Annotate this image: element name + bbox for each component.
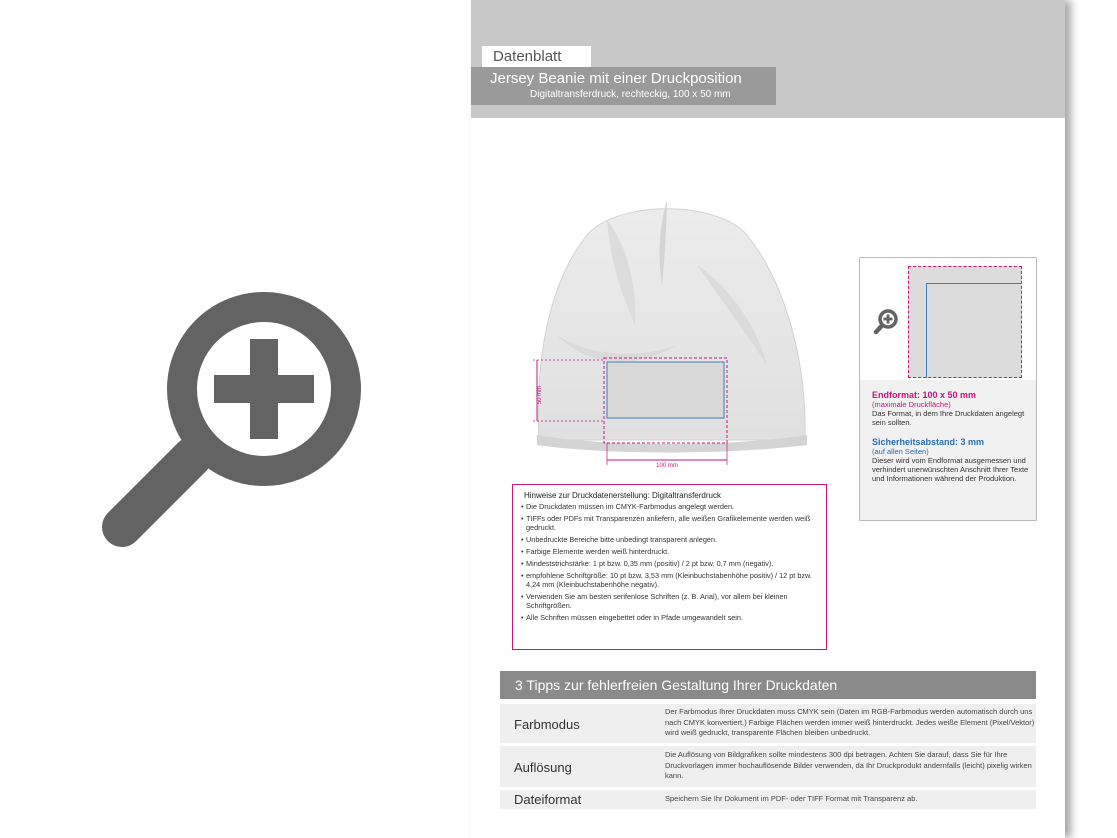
tip-row-dateiformat (500, 790, 1036, 809)
print-hints-box (512, 484, 827, 650)
spec-preview (860, 258, 1036, 380)
hint-item: • empfohlene Schriftgröße: 10 pt bzw. 3,53 mm (Kleinbuchstabenhöhe positiv) / 12 pt bzw. 4,24 mm (Kleinbuchstabenhöhe negativ). (521, 572, 818, 590)
zoom-in-icon[interactable] (100, 292, 362, 552)
height-dimension: 50 mm (537, 385, 543, 405)
product-subtitle: Digitaltransferdruck, rechteckig, 100 x 50 mm (530, 89, 731, 100)
safety-title: Sicherheitsabstand: 3 mm (872, 437, 985, 447)
tip-row-aufloesung (500, 746, 1036, 787)
tip-row-farbmodus (500, 704, 1036, 743)
safety-subtitle: (auf allen Seiten) (872, 447, 929, 456)
tip-description: Die Auflösung von Bildgrafiken sollte mindestens 300 dpi betragen. Achten Sie darauf, dass Sie für Ihre Druckvorlagen immer hochauflösende Bilder verwenden, da Ihr Druckprodukt andernfalls (leicht) pixelig wirken kann. (665, 750, 1032, 780)
tip-label: Auflösung (514, 760, 572, 775)
spec-panel (859, 257, 1037, 521)
datasheet-page (471, 0, 1065, 838)
datasheet-label: Datenblatt (482, 46, 591, 67)
beanie-illustration (517, 195, 817, 475)
hint-item: • Mindeststrichstärke: 1 pt bzw. 0,35 mm (positiv) / 2 pt bzw. 0,7 mm (negativ). (521, 560, 818, 569)
hints-title: Hinweise zur Druckdatenerstellung: Digitaltransferdruck (524, 491, 721, 500)
tip-label: Farbmodus (514, 717, 580, 732)
hint-item: • Alle Schriften müssen eingebettet oder in Pfade umgewandelt sein. (521, 614, 818, 623)
hint-item: • Verwenden Sie am besten serifenlose Schriften (z. B. Arial), vor allem bei kleinen Schriftgrößen. (521, 593, 818, 611)
endformat-description: Das Format, in dem Ihre Druckdaten angelegt sein sollten. (872, 409, 1025, 427)
zoom-in-icon[interactable] (872, 308, 900, 336)
safety-margin-preview (926, 283, 1022, 378)
tip-description: Der Farbmodus Ihrer Druckdaten muss CMYK sein (Daten im RGB-Farbmodus werden automatisch durch uns nach CMYK konvertiert.) Farbige Flächen werden immer weiß hinterdruckt. Jedes weiße Element (Pixel/Vektor) wird weiß gedruckt, transparente Flächen bleiben unbedruckt. (665, 707, 1035, 737)
safety-description: Dieser wird vom Endformat ausgemessen und verhindert unerwünschten Anschnitt Ihrer Texte und Informationen während der Produktion. (872, 456, 1029, 483)
width-dimension: 100 mm (656, 463, 678, 469)
hint-item: • TIFFs oder PDFs mit Transparenzen anliefern, alle weißen Grafikelemente werden weiß gedruckt. (521, 515, 818, 533)
title-bar (471, 67, 776, 105)
product-title: Jersey Beanie mit einer Druckposition (490, 70, 742, 87)
endformat-title: Endformat: 100 x 50 mm (872, 390, 977, 400)
endformat-subtitle: (maximale Druckfläche) (872, 400, 951, 409)
hint-item: • Die Druckdaten müssen im CMYK-Farbmodus angelegt werden. (521, 503, 818, 512)
tips-header: 3 Tipps zur fehlerfreien Gestaltung Ihrer Druckdaten (500, 671, 1036, 699)
hint-item: • Unbedruckte Bereiche bitte unbedingt transparent anlegen. (521, 536, 818, 545)
spec-description (872, 390, 1034, 483)
tip-description: Speichern Sie Ihr Dokument im PDF- oder TIFF Format mit Transparenz ab. (665, 794, 918, 803)
hint-item: • Farbige Elemente werden weiß hinterdruckt. (521, 548, 818, 557)
hints-list (521, 503, 818, 623)
tip-label: Dateiformat (514, 792, 582, 807)
